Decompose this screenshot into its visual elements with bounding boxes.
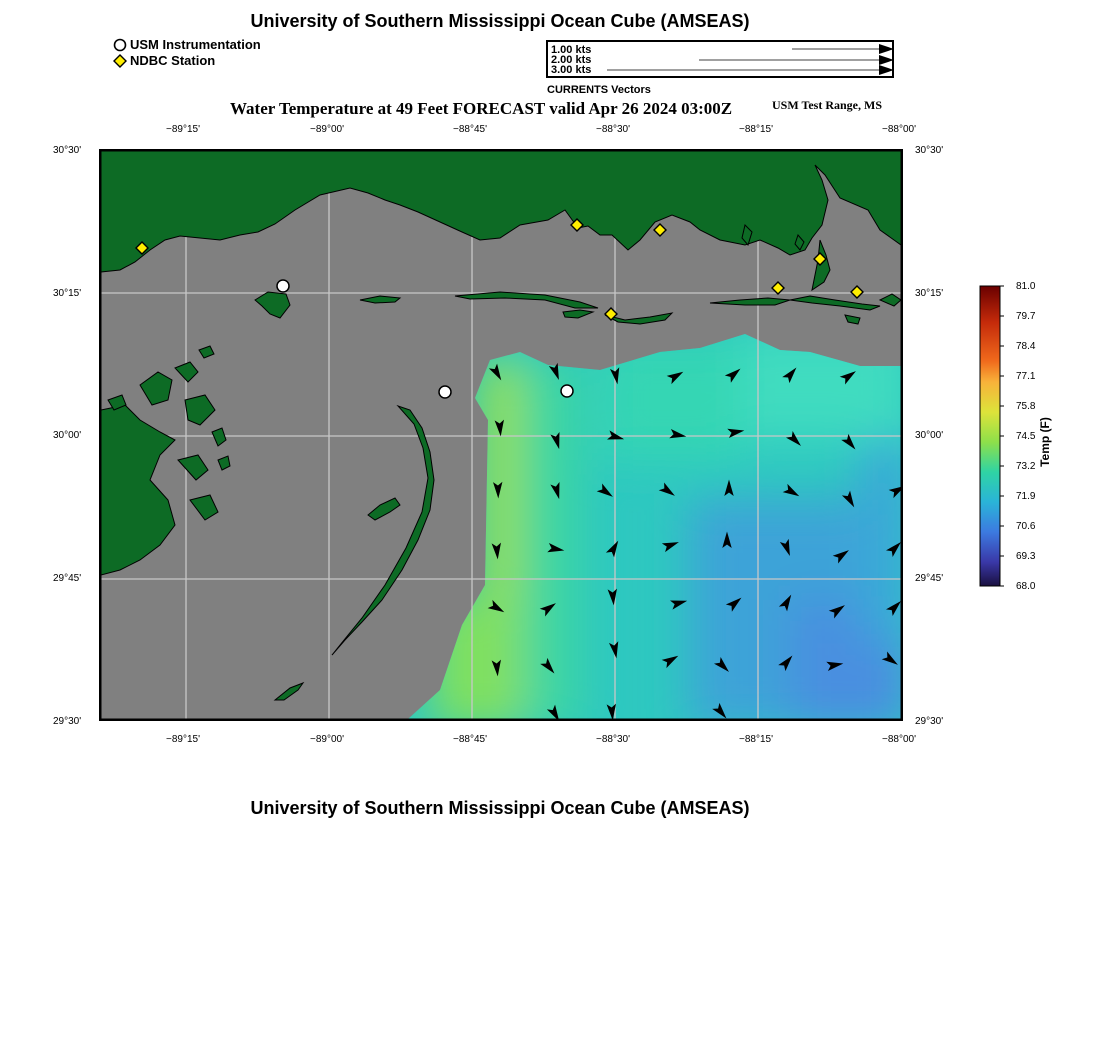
legend-usm-label: USM Instrumentation <box>130 37 261 52</box>
map-subtitle: USM Test Range, MS <box>772 98 883 112</box>
vector-legend-caption: CURRENTS Vectors <box>547 84 651 96</box>
vector-legend-row-2: 2.00 kts <box>551 54 592 66</box>
y-tick-left: 30°00' <box>53 430 82 441</box>
y-tick-right: 30°15' <box>915 288 944 299</box>
x-tick-top: −88°45' <box>453 124 487 135</box>
colorbar-label: 79.7 <box>1016 311 1036 322</box>
colorbar-label: 77.1 <box>1016 371 1036 382</box>
y-tick-right: 29°30' <box>915 716 944 727</box>
x-tick-bottom: −88°15' <box>739 734 773 745</box>
y-tick-right: 30°00' <box>915 430 944 441</box>
x-tick-bottom: −89°00' <box>310 734 344 745</box>
y-tick-right: 29°45' <box>915 573 944 584</box>
figure-title: University of Southern Mississippi Ocean Cube (AMSEAS) <box>250 11 750 31</box>
colorbar <box>978 285 1004 587</box>
colorbar-label: 70.6 <box>1016 521 1036 532</box>
vector-legend-box <box>546 40 894 78</box>
legend-ndbc <box>113 53 215 68</box>
x-tick-bottom: −89°15' <box>166 734 200 745</box>
colorbar-title: Temp (F) <box>1037 417 1052 467</box>
y-tick-left: 29°45' <box>53 573 82 584</box>
colorbar-label: 71.9 <box>1016 491 1036 502</box>
y-tick-left: 29°30' <box>53 716 82 727</box>
vector-legend-row-1: 1.00 kts <box>551 44 592 56</box>
colorbar-label: 78.4 <box>1016 341 1036 352</box>
vector-legend-arrows <box>546 40 894 78</box>
x-tick-top: −88°30' <box>596 124 630 135</box>
footer-title: University of Southern Mississippi Ocean Cube (AMSEAS) <box>250 798 750 818</box>
usm-circle-icon <box>113 38 127 52</box>
y-tick-right: 30°30' <box>915 145 944 156</box>
colorbar-label: 75.8 <box>1016 401 1036 412</box>
x-tick-top: −88°00' <box>882 124 916 135</box>
y-tick-left: 30°30' <box>53 145 82 156</box>
x-tick-bottom: −88°45' <box>453 734 487 745</box>
usm-station-marker <box>277 280 289 292</box>
x-tick-bottom: −88°00' <box>882 734 916 745</box>
colorbar-label: 69.3 <box>1016 551 1036 562</box>
ndbc-diamond-icon <box>113 54 127 68</box>
x-tick-top: −89°00' <box>310 124 344 135</box>
colorbar-label: 68.0 <box>1016 581 1036 592</box>
x-tick-bottom: −88°30' <box>596 734 630 745</box>
usm-station-marker <box>561 385 573 397</box>
y-tick-left: 30°15' <box>53 288 82 299</box>
colorbar-label: 74.5 <box>1016 431 1036 442</box>
x-tick-top: −88°15' <box>739 124 773 135</box>
x-tick-top: −89°15' <box>166 124 200 135</box>
colorbar-label: 73.2 <box>1016 461 1036 472</box>
map-canvas <box>99 149 903 721</box>
usm-station-marker <box>439 386 451 398</box>
colorbar-label: 81.0 <box>1016 281 1036 292</box>
vector-legend-row-3: 3.00 kts <box>551 64 592 76</box>
legend-usm <box>113 37 261 52</box>
map-title: Water Temperature at 49 Feet FORECAST valid Apr 26 2024 03:00Z <box>230 99 733 118</box>
legend-ndbc-label: NDBC Station <box>130 53 216 68</box>
